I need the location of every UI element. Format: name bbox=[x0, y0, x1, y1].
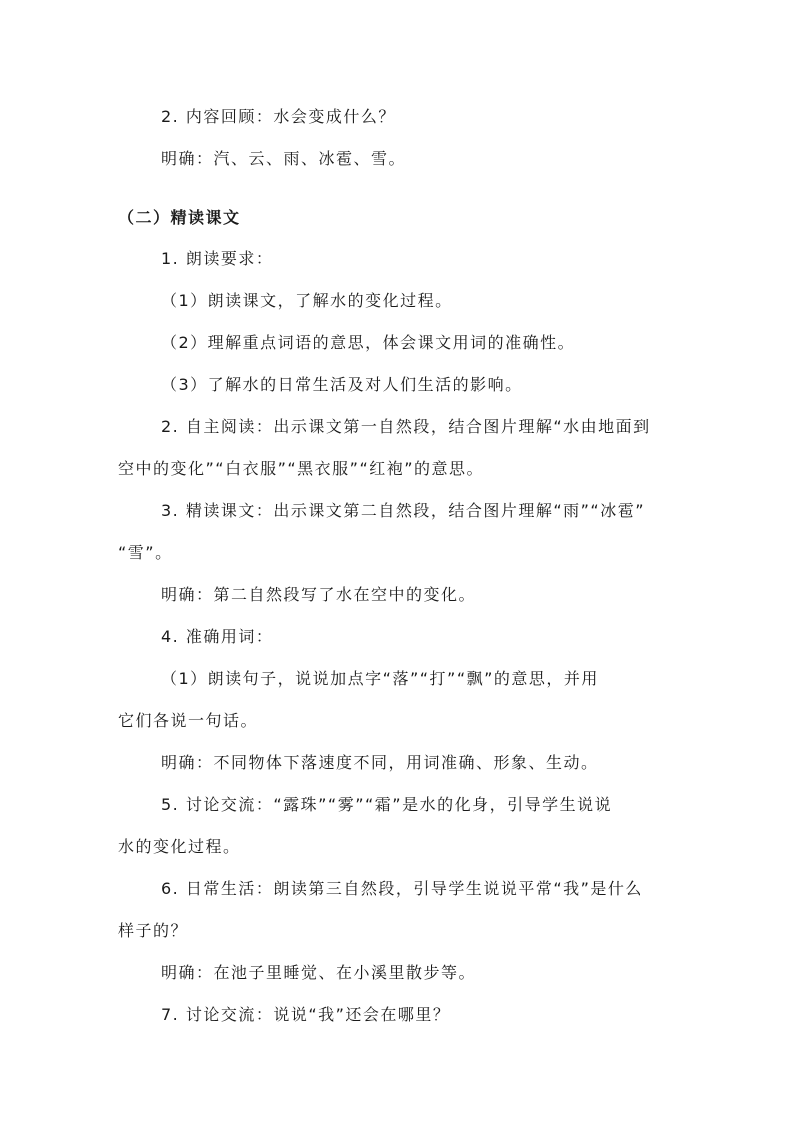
requirement-3: （3）了解水的日常生活及对人们生活的影响。 bbox=[161, 375, 523, 394]
accurate-words-title: 4. 准确用词： bbox=[161, 627, 274, 646]
daily-life-line-2: 样子的？ bbox=[118, 921, 189, 940]
section-heading-close-reading: （二）精读课文 bbox=[118, 208, 241, 227]
reading-requirements-title: 1. 朗读要求： bbox=[161, 249, 274, 268]
accurate-words-task-line-1: （1）朗读句子，说说加点字“落”“打”“飘”的意思，并用 bbox=[161, 669, 599, 688]
discussion-7: 7. 讨论交流：说说“我”还会在哪里？ bbox=[161, 1005, 451, 1024]
content-review-question: 2. 内容回顾：水会变成什么？ bbox=[161, 107, 396, 126]
requirement-1: （1）朗读课文，了解水的变化过程。 bbox=[161, 291, 453, 310]
discussion-5-line-1: 5. 讨论交流：“露珠”“雾”“霜”是水的化身，引导学生说说 bbox=[161, 795, 613, 814]
accurate-words-task-line-2: 它们各说一句话。 bbox=[118, 711, 259, 730]
requirement-2: （2）理解重点词语的意思，体会课文用词的准确性。 bbox=[161, 333, 576, 352]
daily-life-line-1: 6. 日常生活：朗读第三自然段，引导学生说说平常“我”是什么 bbox=[161, 879, 643, 898]
accurate-words-answer: 明确：不同物体下落速度不同，用词准确、形象、生动。 bbox=[161, 753, 599, 772]
daily-life-answer: 明确：在池子里睡觉、在小溪里散步等。 bbox=[161, 963, 477, 982]
independent-reading-line-1: 2. 自主阅读：出示课文第一自然段，结合图片理解“水由地面到 bbox=[161, 417, 651, 436]
discussion-5-line-2: 水的变化过程。 bbox=[118, 837, 241, 856]
content-review-answer: 明确：汽、云、雨、冰雹、雪。 bbox=[161, 149, 407, 168]
independent-reading-line-2: 空中的变化”“白衣服”“黑衣服”“红袍”的意思。 bbox=[118, 459, 485, 478]
paragraph-two-answer: 明确：第二自然段写了水在空中的变化。 bbox=[161, 585, 477, 604]
close-reading-line-1: 3. 精读课文：出示课文第二自然段，结合图片理解“雨”“冰雹” bbox=[161, 501, 646, 520]
close-reading-line-2: “雪”。 bbox=[118, 543, 173, 562]
